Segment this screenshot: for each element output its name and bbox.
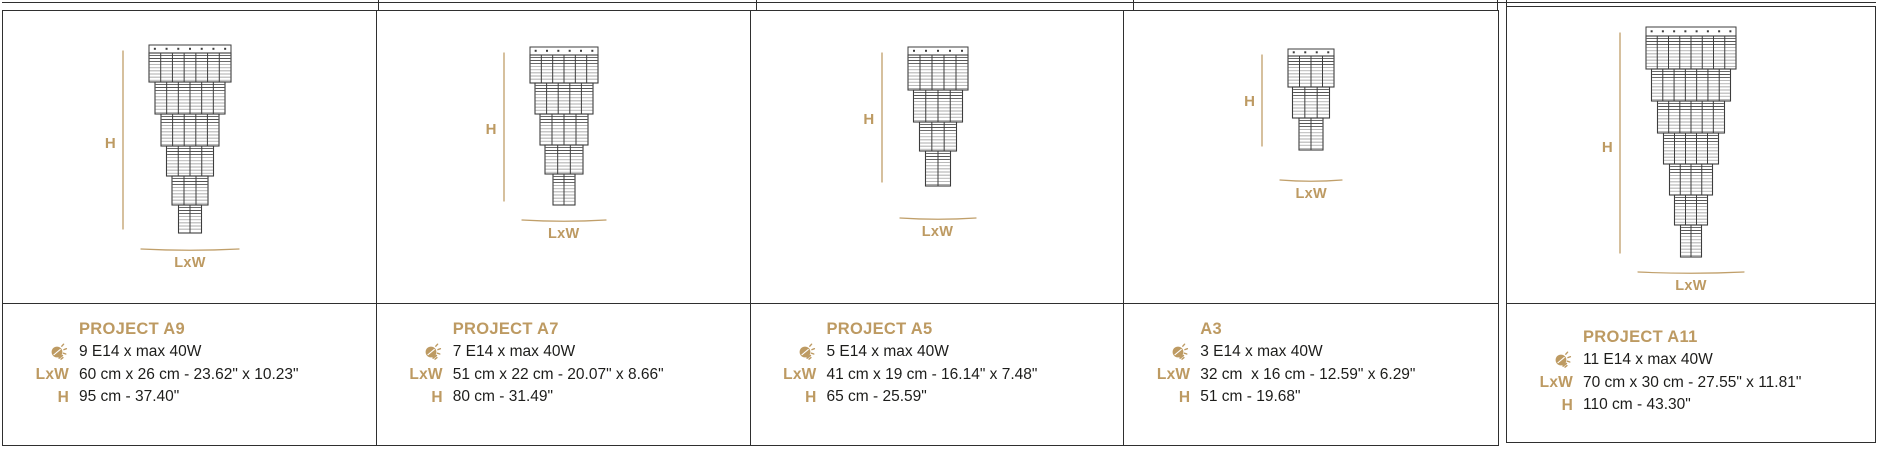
bulb-spec-value: 3 E14 x max 40W <box>1200 343 1323 361</box>
product-specs <box>3 304 376 409</box>
product-card-a3 <box>1124 11 1498 445</box>
product-table <box>2 10 1499 446</box>
lxw-spec-label: LxW <box>1539 374 1573 391</box>
lxw-spec-row <box>751 364 1124 387</box>
bulb-spec-value: 7 E14 x max 40W <box>452 343 576 361</box>
h-spec-value: 80 cm - 31.49" <box>452 388 554 406</box>
product-card-a7 <box>377 11 751 445</box>
lxw-spec-value: 32 cm x 16 cm - 12.59" x 6.29" <box>1200 365 1416 383</box>
lxw-dimension-label: LxW <box>921 224 954 240</box>
h-spec-value: 51 cm - 19.68" <box>1200 388 1301 406</box>
product-title: PROJECT A11 <box>1583 327 1698 346</box>
lxw-spec-value: 41 cm x 19 cm - 16.14" x 7.48" <box>826 365 1038 383</box>
product-title: A3 <box>1200 319 1222 338</box>
h-spec-value: 110 cm - 43.30" <box>1583 396 1691 414</box>
lxw-spec-value: 51 cm x 22 cm - 20.07" x 8.66" <box>452 365 664 383</box>
lxw-dimension-label: LxW <box>1295 186 1327 202</box>
bulb-spec-row <box>3 341 376 364</box>
lxw-dimension-label: LxW <box>174 255 206 271</box>
bulb-spec-row <box>1507 349 1875 372</box>
product-title: PROJECT A7 <box>452 319 559 338</box>
chandelier-drawing <box>1507 7 1875 303</box>
height-dimension-label: H <box>863 110 875 128</box>
lxw-spec-value: 60 cm x 26 cm - 23.62" x 10.23" <box>79 365 299 383</box>
bulb-icon-wrap <box>751 342 817 362</box>
bulb-icon-wrap <box>1124 342 1190 362</box>
chandelier-diagram <box>1507 7 1875 304</box>
lxw-spec-row <box>3 364 376 387</box>
bulb-spec-value: 9 E14 x max 40W <box>79 343 202 361</box>
bulb-icon-wrap <box>1507 350 1573 370</box>
bulb-icon <box>1168 342 1190 362</box>
lxw-dimension-label: LxW <box>547 226 580 242</box>
chandelier-diagram <box>751 11 1124 304</box>
chandelier-diagram <box>3 11 376 304</box>
bulb-spec-row <box>751 341 1124 364</box>
product-card-a5 <box>751 11 1125 445</box>
lxw-spec-row <box>1124 364 1498 387</box>
bulb-spec-row <box>1124 341 1498 364</box>
chandelier-diagram <box>1124 11 1498 304</box>
h-spec-row <box>377 386 750 409</box>
product-title: PROJECT A5 <box>826 319 933 338</box>
bulb-spec-value: 11 E14 x max 40W <box>1583 351 1713 369</box>
column-border-stub <box>1133 0 1134 10</box>
lxw-spec-label: LxW <box>409 366 443 383</box>
column-border-stub <box>378 0 379 10</box>
h-spec-label: H <box>431 388 443 406</box>
top-rule-divider <box>2 2 1876 3</box>
column-border-stub <box>756 0 757 10</box>
chandelier-drawing <box>751 11 1124 303</box>
product-card-a9 <box>3 11 377 445</box>
product-card-a11 <box>1506 6 1876 443</box>
product-specs <box>751 304 1124 409</box>
lxw-spec-label: LxW <box>1156 366 1191 383</box>
bulb-icon-wrap <box>3 342 69 362</box>
lxw-dimension-label: LxW <box>1675 278 1707 294</box>
height-dimension-label: H <box>1244 92 1256 110</box>
chandelier-diagram <box>377 11 750 304</box>
lxw-spec-value: 70 cm x 30 cm - 27.55" x 11.81" <box>1583 373 1802 391</box>
column-border-stub <box>1497 0 1498 10</box>
lxw-spec-row <box>377 364 750 387</box>
height-dimension-label: H <box>485 120 497 138</box>
bulb-icon <box>1551 350 1573 370</box>
product-title: PROJECT A9 <box>79 319 185 338</box>
h-spec-row <box>751 386 1124 409</box>
lxw-spec-label: LxW <box>783 366 817 383</box>
h-spec-label: H <box>1561 396 1573 414</box>
h-spec-label: H <box>57 388 69 406</box>
h-spec-row <box>1507 394 1875 417</box>
chandelier-drawing <box>377 11 750 303</box>
height-dimension-label: H <box>104 134 116 152</box>
h-spec-value: 65 cm - 25.59" <box>826 388 927 406</box>
height-dimension-label: H <box>1601 138 1613 156</box>
chandelier-drawing <box>1124 11 1498 303</box>
h-spec-value: 95 cm - 37.40" <box>79 388 180 406</box>
h-spec-row <box>1124 386 1498 409</box>
h-spec-label: H <box>805 388 817 406</box>
lxw-spec-label: LxW <box>35 366 69 383</box>
bulb-icon-wrap <box>377 342 443 362</box>
h-spec-label: H <box>1178 388 1191 406</box>
h-spec-row <box>3 386 376 409</box>
product-specs <box>377 304 750 409</box>
bulb-icon <box>421 342 443 362</box>
lxw-spec-row <box>1507 372 1875 395</box>
product-specs <box>1507 304 1875 417</box>
bulb-icon <box>47 342 69 362</box>
bulb-spec-row <box>377 341 750 364</box>
bulb-icon <box>795 342 817 362</box>
bulb-spec-value: 5 E14 x max 40W <box>826 343 949 361</box>
product-specs <box>1124 304 1498 409</box>
